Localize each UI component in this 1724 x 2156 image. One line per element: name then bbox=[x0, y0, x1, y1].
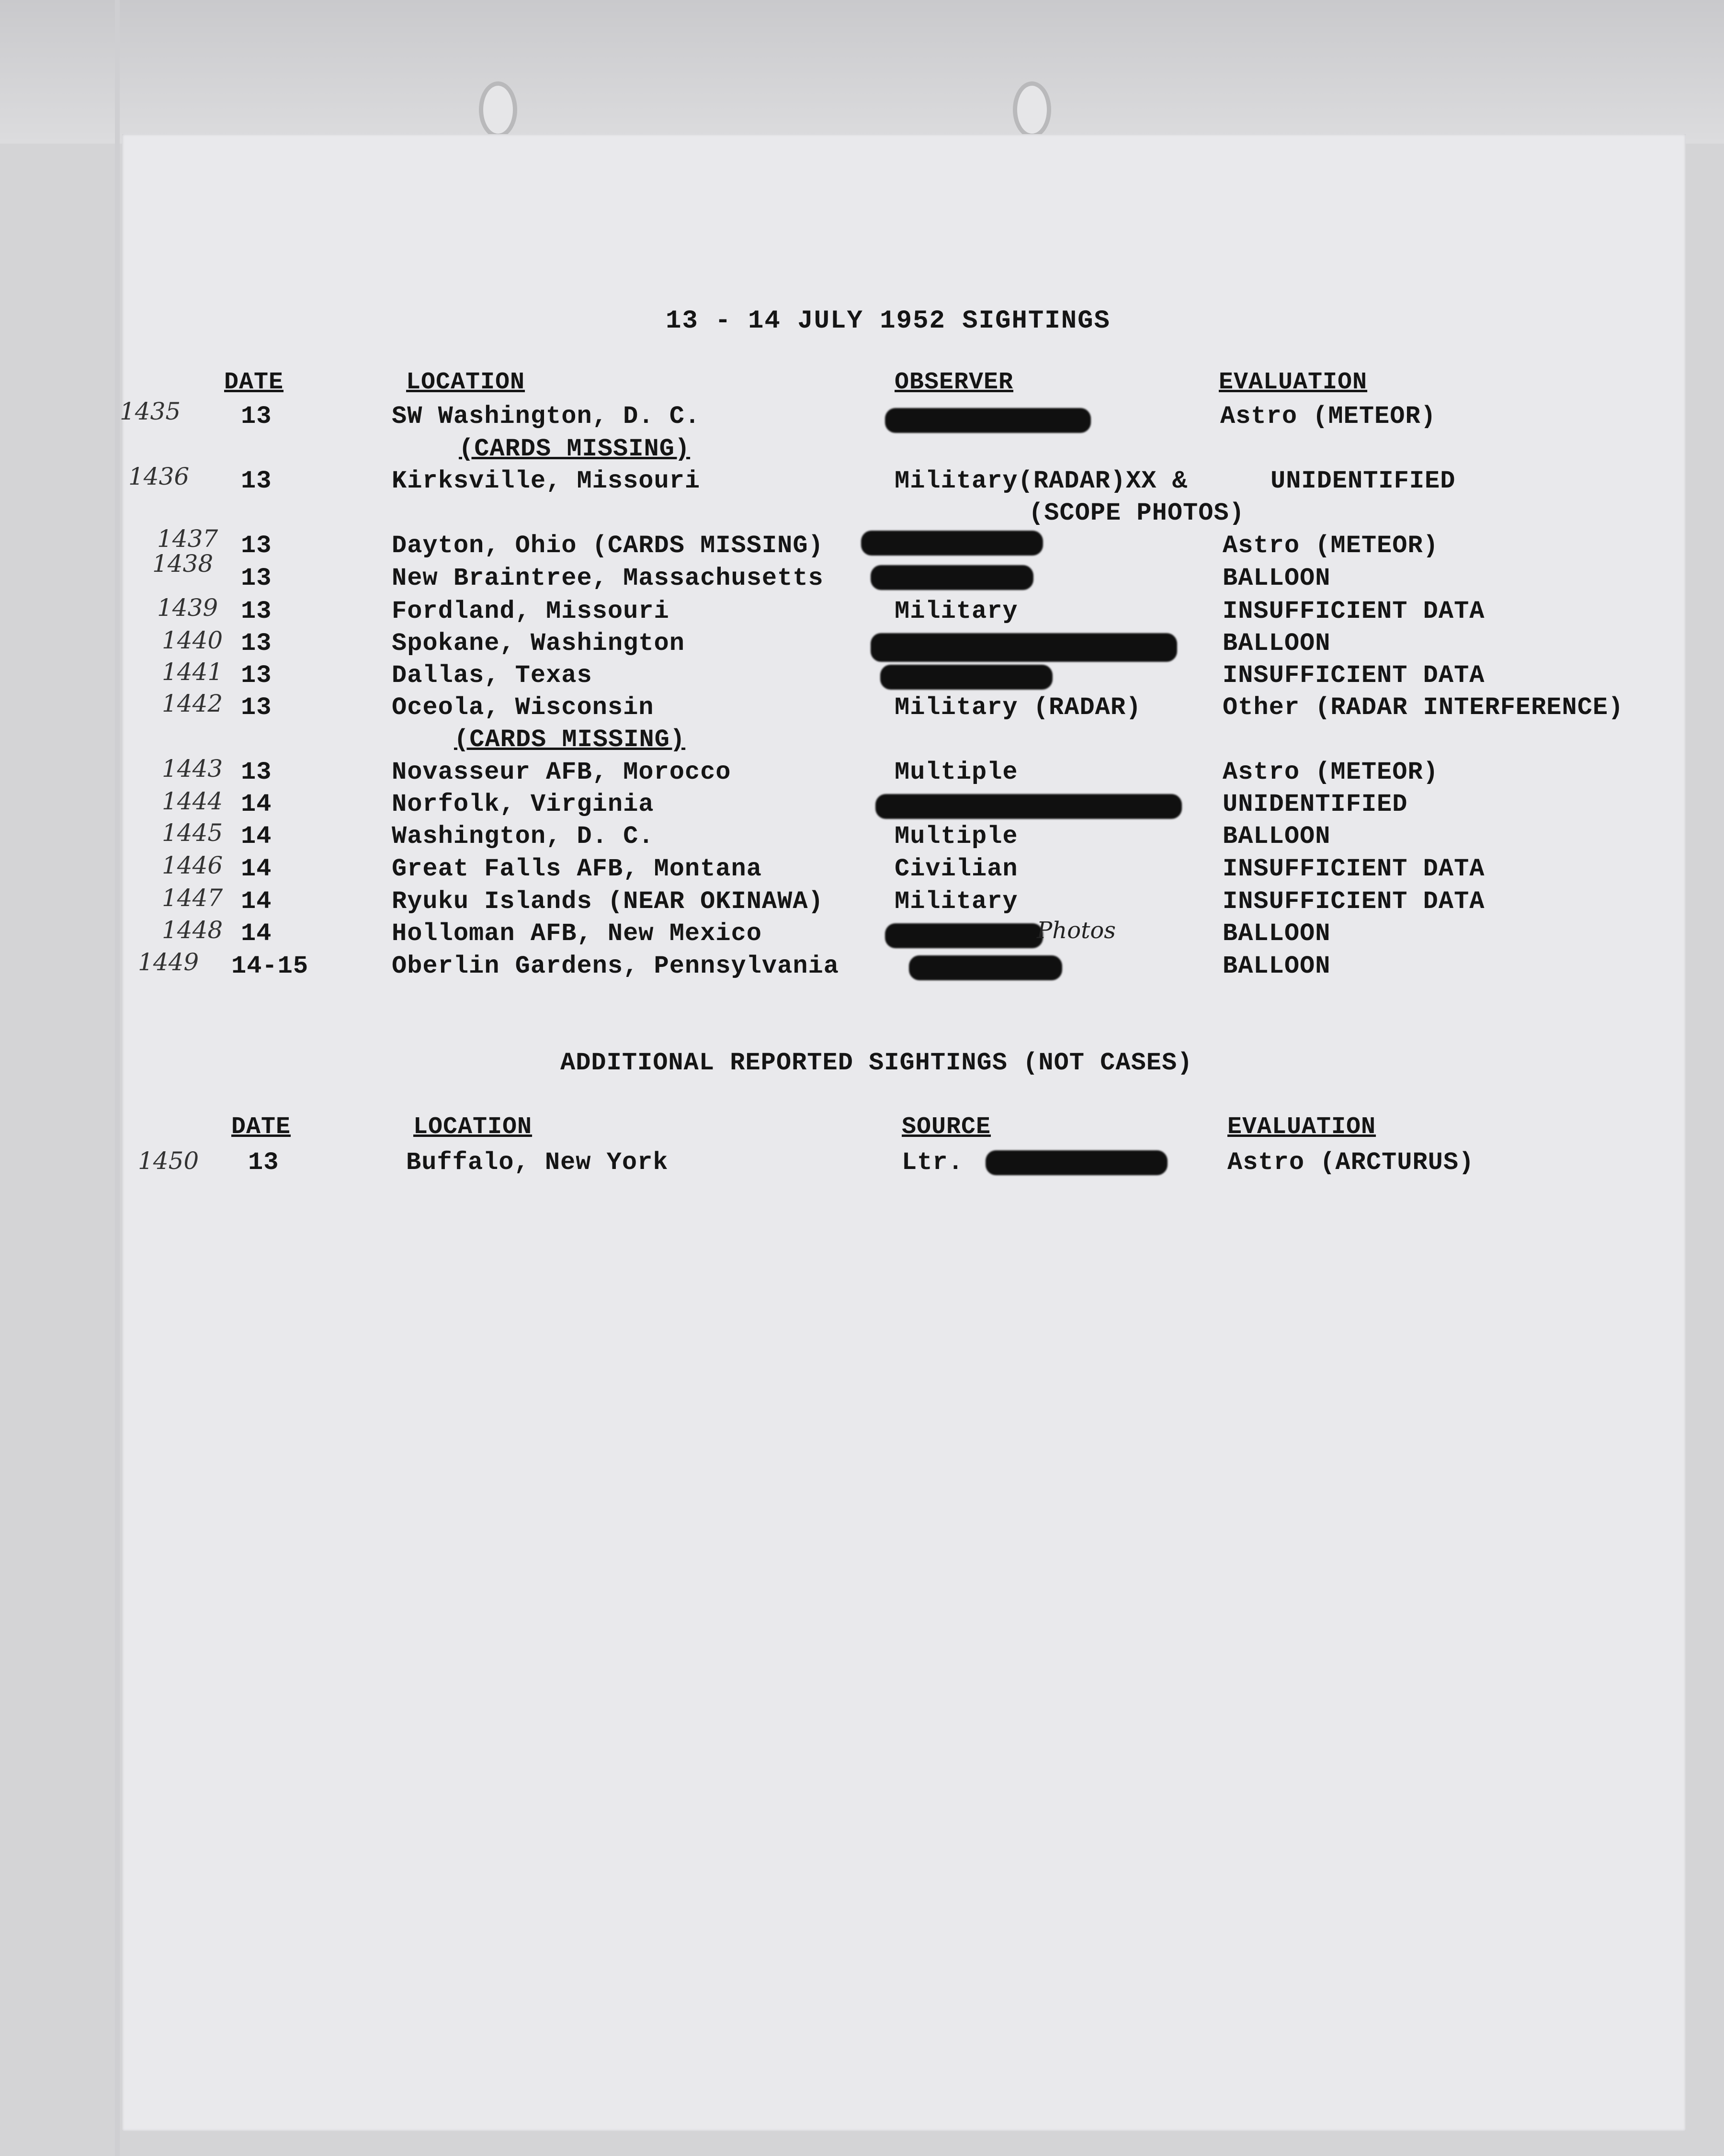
row-evaluation: Astro (ARCTURUS) bbox=[1227, 1148, 1474, 1177]
case-number: 1446 bbox=[162, 851, 223, 879]
row-evaluation: INSUFFICIENT DATA bbox=[1223, 661, 1485, 690]
row-observer: Multiple bbox=[895, 822, 1018, 851]
row-date: 13 bbox=[241, 597, 272, 625]
row-date: 13 bbox=[241, 758, 272, 786]
row-evaluation: INSUFFICIENT DATA bbox=[1223, 887, 1485, 916]
redaction-mark bbox=[885, 923, 1043, 948]
row-location: SW Washington, D. C. bbox=[392, 402, 701, 431]
row-evaluation: INSUFFICIENT DATA bbox=[1223, 597, 1485, 625]
redaction-mark bbox=[871, 565, 1033, 590]
case-number: 1443 bbox=[162, 755, 223, 783]
row-date: 13 bbox=[241, 629, 272, 658]
row-evaluation: UNIDENTIFIED bbox=[1223, 790, 1408, 818]
row-observer: Military bbox=[895, 597, 1018, 625]
row-date: 13 bbox=[241, 661, 272, 690]
header-evaluation: EVALUATION bbox=[1219, 369, 1368, 396]
document-title: 13 - 14 JULY 1952 SIGHTINGS bbox=[666, 306, 1111, 336]
redaction-mark bbox=[880, 665, 1053, 690]
binder-hole-left bbox=[479, 81, 517, 138]
row-location: New Braintree, Massachusetts bbox=[392, 564, 824, 592]
row-evaluation: BALLOON bbox=[1223, 564, 1331, 592]
row-location-note: (CARDS MISSING) bbox=[459, 435, 691, 463]
row-evaluation: UNIDENTIFIED bbox=[1270, 467, 1456, 495]
row-evaluation: Astro (METEOR) bbox=[1223, 532, 1439, 560]
header-evaluation: EVALUATION bbox=[1227, 1113, 1376, 1141]
redaction-mark bbox=[909, 955, 1062, 980]
case-number: 1445 bbox=[162, 819, 223, 847]
row-location: Ryuku Islands (NEAR OKINAWA) bbox=[392, 887, 824, 916]
scan-margin-top bbox=[0, 0, 1724, 144]
row-location: Norfolk, Virginia bbox=[392, 790, 654, 818]
row-date: 14-15 bbox=[231, 952, 309, 980]
redaction-mark bbox=[871, 633, 1177, 662]
row-location: Fordland, Missouri bbox=[392, 597, 669, 625]
case-number: 1438 bbox=[152, 550, 214, 578]
case-number: 1440 bbox=[162, 626, 223, 654]
row-date: 14 bbox=[241, 822, 272, 851]
row-date: 14 bbox=[241, 855, 272, 883]
row-location: Kirksville, Missouri bbox=[392, 467, 701, 495]
case-number: 1435 bbox=[120, 397, 181, 425]
redaction-mark bbox=[875, 794, 1182, 819]
header-location: LOCATION bbox=[406, 369, 525, 396]
row-observer: Military bbox=[895, 887, 1018, 916]
row-location: Novasseur AFB, Morocco bbox=[392, 758, 731, 786]
binder-hole-right bbox=[1013, 81, 1051, 138]
row-observer: Military(RADAR)XX & bbox=[895, 467, 1188, 495]
case-number: 1444 bbox=[162, 787, 223, 815]
row-evaluation: INSUFFICIENT DATA bbox=[1223, 855, 1485, 883]
redaction-mark bbox=[986, 1150, 1168, 1175]
case-number: 1441 bbox=[162, 658, 223, 686]
case-number: 1437 bbox=[157, 525, 218, 553]
row-evaluation: Astro (METEOR) bbox=[1223, 758, 1439, 786]
row-location: Buffalo, New York bbox=[406, 1148, 669, 1177]
row-observer: Multiple bbox=[895, 758, 1018, 786]
case-number: 1439 bbox=[157, 594, 218, 622]
row-location: Oceola, Wisconsin bbox=[392, 693, 654, 722]
row-date: 14 bbox=[241, 790, 272, 818]
row-evaluation: BALLOON bbox=[1223, 919, 1331, 948]
row-date: 13 bbox=[241, 467, 272, 495]
row-observer: Civilian bbox=[895, 855, 1018, 883]
header-date: DATE bbox=[224, 369, 284, 396]
redaction-mark bbox=[885, 408, 1091, 433]
case-number: 1450 bbox=[138, 1147, 199, 1175]
row-location: Washington, D. C. bbox=[392, 822, 654, 851]
case-number: 1436 bbox=[128, 463, 190, 490]
section-title: ADDITIONAL REPORTED SIGHTINGS (NOT CASES) bbox=[560, 1049, 1193, 1077]
case-number: 1442 bbox=[162, 690, 223, 717]
case-number: 1448 bbox=[162, 916, 223, 944]
case-number: 1447 bbox=[162, 884, 223, 912]
row-evaluation: Astro (METEOR) bbox=[1220, 402, 1436, 431]
row-location: Spokane, Washington bbox=[392, 629, 685, 658]
row-evaluation: Other (RADAR INTERFERENCE) bbox=[1223, 693, 1624, 722]
row-evaluation: BALLOON bbox=[1223, 952, 1331, 980]
row-date: 13 bbox=[241, 564, 272, 592]
paper-edge bbox=[115, 0, 120, 2156]
row-observer-note: (SCOPE PHOTOS) bbox=[1029, 499, 1245, 527]
row-evaluation: BALLOON bbox=[1223, 822, 1331, 851]
row-location: Oberlin Gardens, Pennsylvania bbox=[392, 952, 839, 980]
handwritten-note: Photos bbox=[1037, 917, 1116, 944]
row-location: Holloman AFB, New Mexico bbox=[392, 919, 762, 948]
row-evaluation: BALLOON bbox=[1223, 629, 1331, 658]
case-number: 1449 bbox=[138, 948, 199, 976]
row-date: 14 bbox=[241, 919, 272, 948]
row-location: Dayton, Ohio (CARDS MISSING) bbox=[392, 532, 824, 560]
row-date: 13 bbox=[241, 402, 272, 431]
row-location: Great Falls AFB, Montana bbox=[392, 855, 762, 883]
row-date: 14 bbox=[241, 887, 272, 916]
row-source: Ltr. bbox=[902, 1148, 964, 1177]
header-observer: OBSERVER bbox=[895, 369, 1014, 396]
row-date: 13 bbox=[248, 1148, 279, 1177]
row-location-note: (CARDS MISSING) bbox=[454, 726, 686, 754]
row-location: Dallas, Texas bbox=[392, 661, 592, 690]
row-date: 13 bbox=[241, 693, 272, 722]
row-date: 13 bbox=[241, 532, 272, 560]
header-date: DATE bbox=[231, 1113, 291, 1141]
header-location: LOCATION bbox=[413, 1113, 533, 1141]
redaction-mark bbox=[861, 531, 1043, 556]
row-observer: Military (RADAR) bbox=[895, 693, 1142, 722]
header-source: SOURCE bbox=[902, 1113, 991, 1141]
